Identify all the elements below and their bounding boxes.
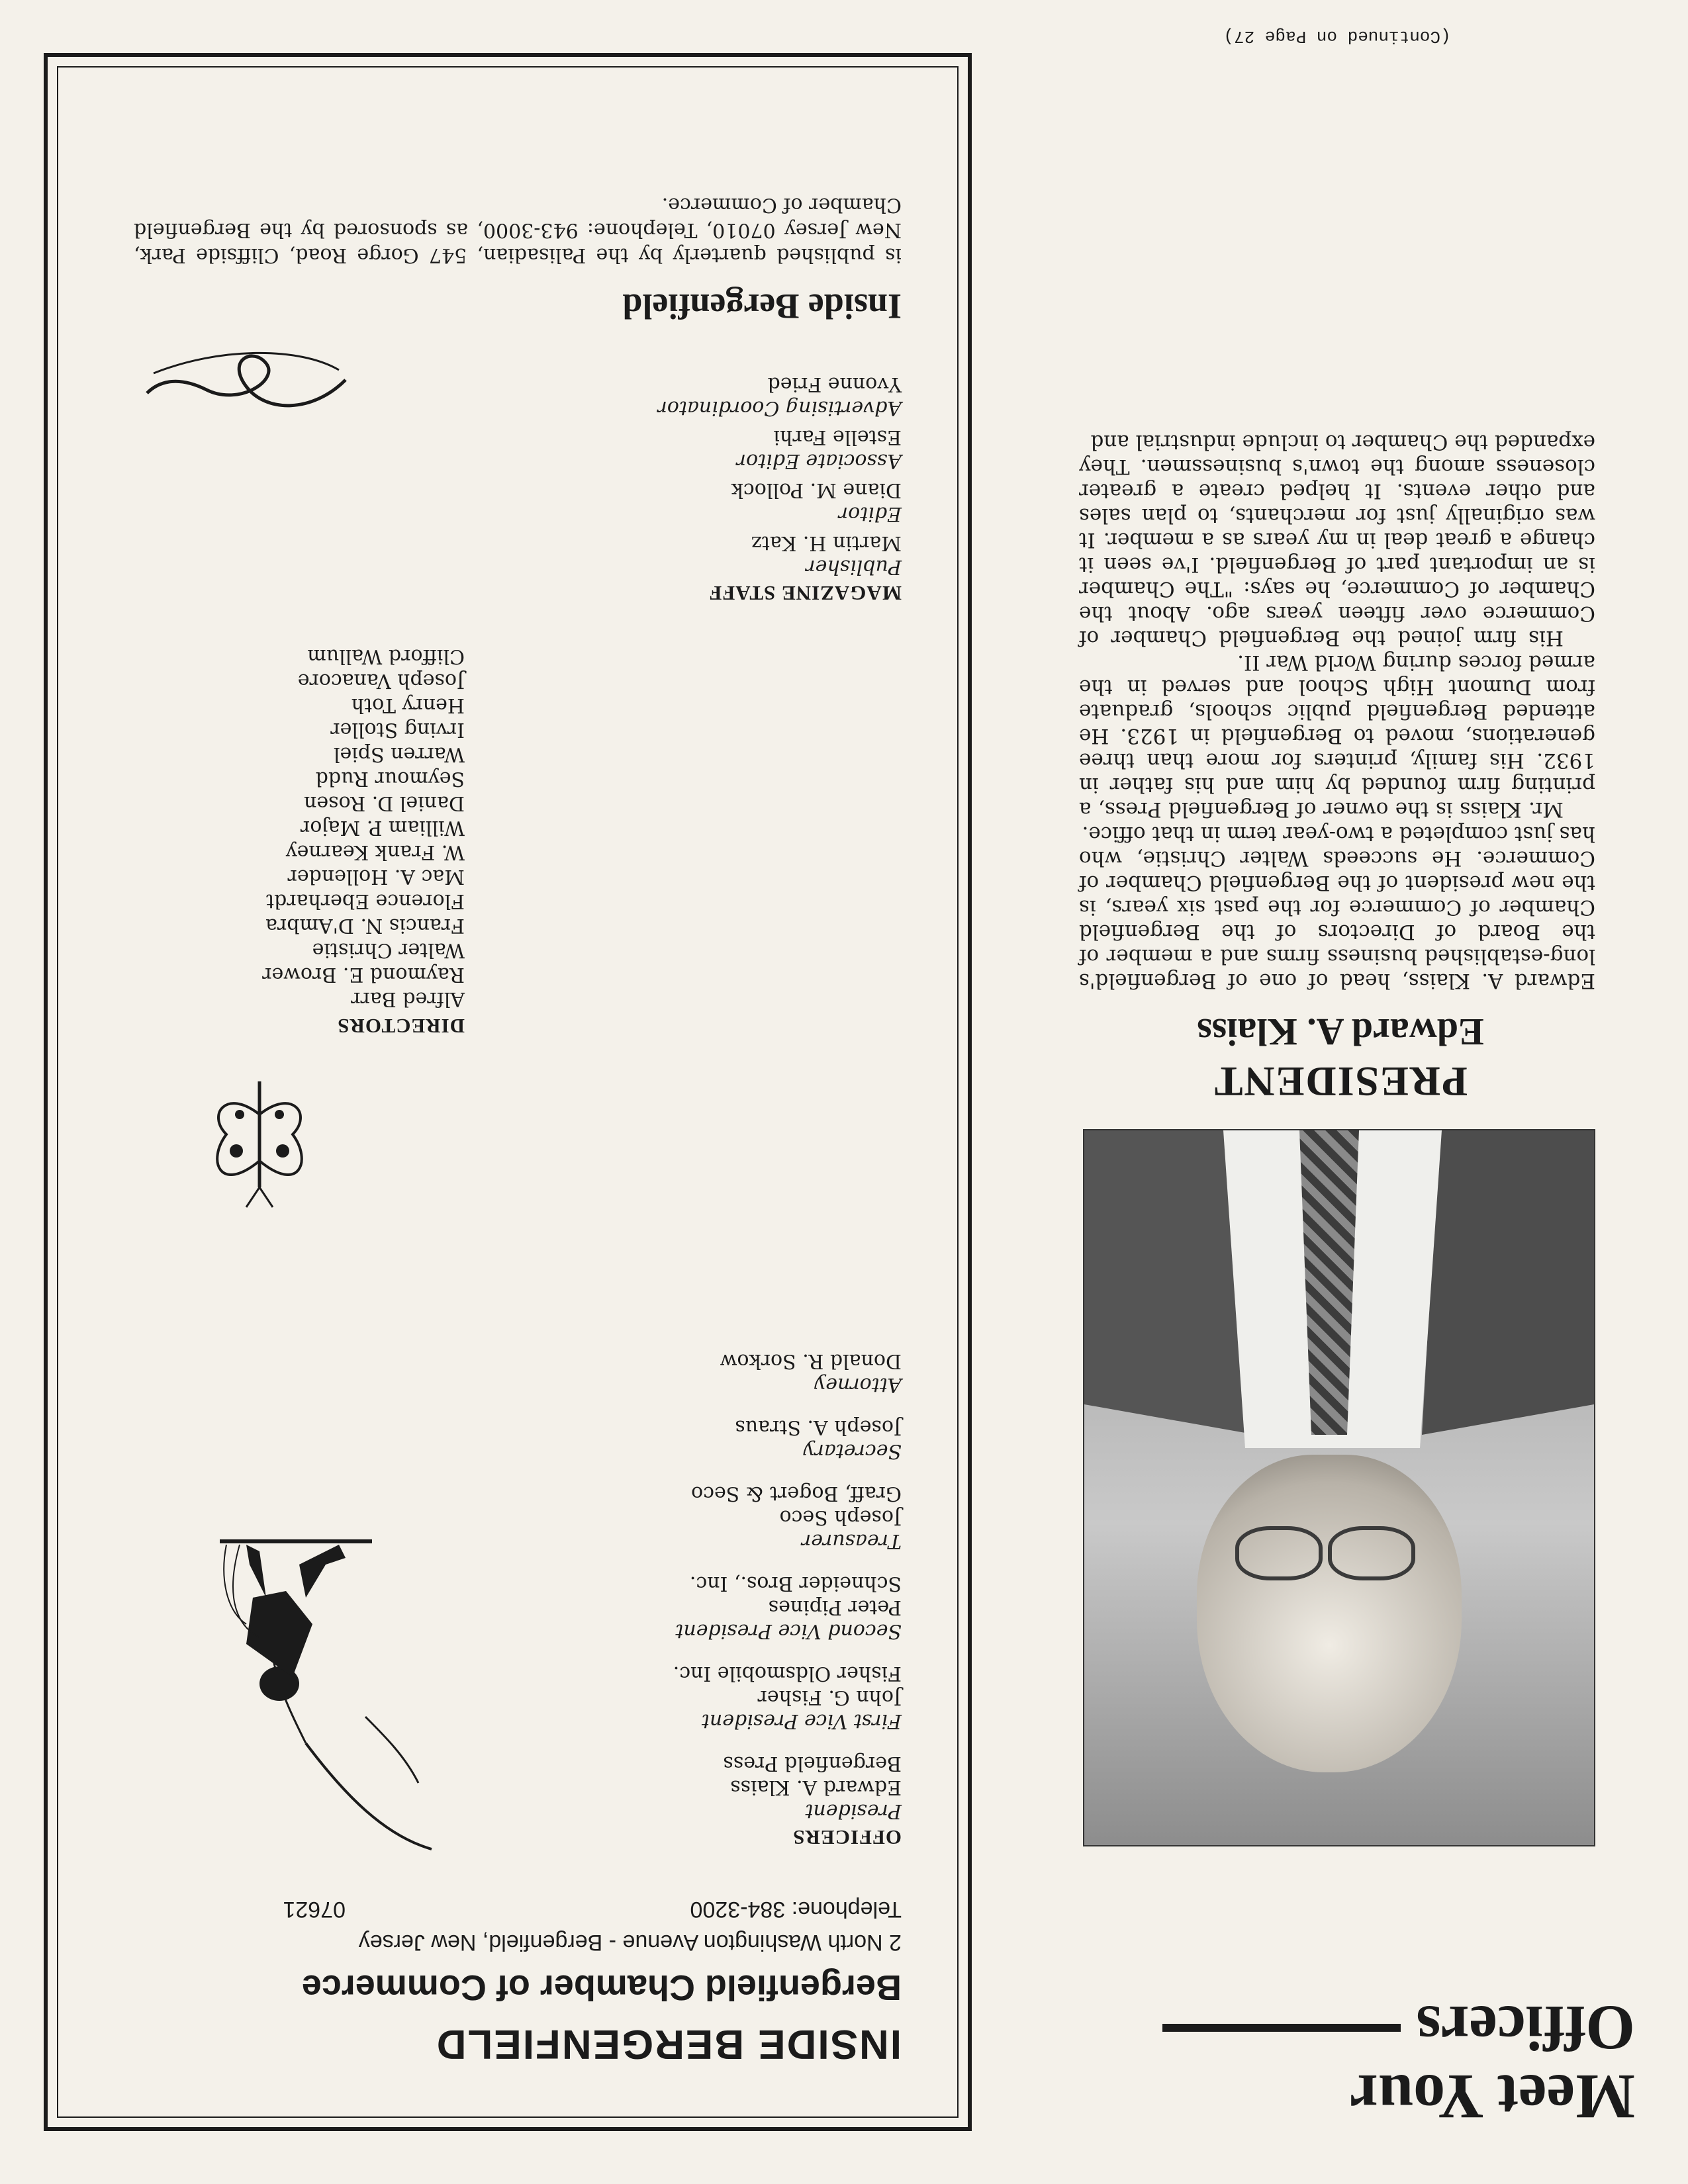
director-name: Joseph Vanacore bbox=[297, 669, 465, 692]
officer-role: Treasurer bbox=[801, 1529, 902, 1553]
director-name: Florence Eberhardt bbox=[266, 889, 465, 913]
masthead-address: 2 North Washington Avenue - Bergenfield, New Jersey bbox=[358, 1930, 902, 1955]
magazine-staff-list bbox=[478, 367, 902, 605]
staff-role: Editor bbox=[838, 502, 902, 525]
photo-face bbox=[1197, 1455, 1462, 1772]
flourish-icon bbox=[140, 340, 352, 426]
meet-officers-column bbox=[1079, 26, 1635, 2132]
directors-list bbox=[107, 644, 465, 1038]
officer-name: Joseph Seco bbox=[779, 1506, 902, 1529]
officer-company: Fisher Oldsmobile Inc. bbox=[673, 1662, 902, 1685]
staff-role: Associate Editor bbox=[736, 449, 902, 473]
officer-name: Edward A. Klaiss bbox=[730, 1776, 902, 1799]
director-name: Warren Spiel bbox=[333, 743, 465, 766]
officer-entry bbox=[478, 1415, 902, 1463]
staff-name: Estelle Farhi bbox=[773, 426, 902, 449]
staff-name: Yvonne Fried bbox=[767, 373, 902, 396]
director-name: Francis N. D'Ambra bbox=[265, 914, 465, 937]
officer-name: Peter Pipines bbox=[768, 1596, 902, 1619]
officers-list bbox=[478, 1330, 902, 1849]
officer-entry bbox=[478, 1571, 902, 1643]
staff-role: Publisher bbox=[806, 555, 902, 578]
officers-heading: OFFICERS bbox=[792, 1826, 902, 1849]
officer-role: Attorney bbox=[814, 1373, 902, 1396]
staff-entry bbox=[478, 531, 902, 578]
staff-name: Martin H. Katz bbox=[751, 531, 902, 555]
publication-statement: is published quarterly by the Palisadian, 547 Gorge Road, Cliffside Park, New Jersey 07010, Telephone: 943-3000, as sponsored by the Bergenfield Chamber of Commerce. bbox=[134, 193, 902, 267]
masthead-org: Bergenfield Chamber of Commerce bbox=[301, 1968, 902, 2007]
staff-entry bbox=[478, 372, 902, 420]
masthead-title: INSIDE BERGENFIELD bbox=[435, 2021, 902, 2067]
officer-role: Secretary bbox=[803, 1439, 902, 1463]
directors-names bbox=[107, 644, 465, 1011]
officer-company: Graff, Bogert & Seco bbox=[691, 1482, 902, 1505]
director-name: Henry Toth bbox=[351, 694, 465, 717]
photo-glasses-right bbox=[1235, 1526, 1323, 1580]
officer-name: John G. Fisher bbox=[757, 1686, 902, 1709]
president-name: Edward A. Klaiss bbox=[1197, 1011, 1484, 1054]
director-name: Seymour Rudd bbox=[315, 767, 465, 790]
staff-entry bbox=[478, 425, 902, 473]
directors-heading: DIRECTORS bbox=[337, 1015, 465, 1038]
president-article bbox=[1079, 430, 1595, 993]
officer-name: Donald R. Sorkow bbox=[720, 1349, 902, 1373]
officer-entry bbox=[478, 1481, 902, 1553]
continued-note: (Continued on Page 27) bbox=[1223, 26, 1451, 46]
article-paragraph-3: His firm joined the Bergenfield Chamber of Commerce over fifteen years ago. About the Chamber of Commerce, he says: "The Chamber is an important part of Bergenfield. I've seen it change a great deal in my years as a member. It was originally just for merchants, to plan sales and other events. It helped create a greater closeness among the town's businessmen. They expanded the Chamber to include industrial and bbox=[1079, 430, 1595, 650]
meet-title-line1: Meet Your bbox=[1350, 2062, 1635, 2132]
masthead-box bbox=[44, 53, 972, 2131]
director-name: Irving Stoller bbox=[330, 718, 465, 741]
masthead-zip: 07621 bbox=[283, 1897, 346, 1922]
president-heading bbox=[1086, 1010, 1595, 1105]
photo-glasses-left bbox=[1328, 1526, 1415, 1580]
president-portrait-photo bbox=[1083, 1129, 1595, 1846]
director-name: W. Frank Kearney bbox=[285, 841, 465, 864]
meet-title-line2 bbox=[1092, 1993, 1635, 2062]
article-paragraph-2: Mr. Klaiss is the owner of Bergenfield Press, a printing firm founded by him and his father in 1932. His family, printers for more than three generations, moved to Bergenfield in 1923. He attended Bergenfield public schools, graduate from Dumont High School and served in the armed forces during World War II. bbox=[1079, 651, 1595, 821]
publication-title: Inside Bergenfield bbox=[622, 287, 902, 326]
article-paragraph-1: Edward A. Klaiss, head of one of Bergenfield's long-established business firms and a member of the Board of Directors of the Bergenfield Chamber of Commerce for the past six years, is the new president of the Bergenfield Chamber of Commerce. He succeeds Walter Christie, who has just completed a two-year term in that office. bbox=[1079, 822, 1595, 993]
director-name: Raymond E. Brower bbox=[262, 963, 465, 986]
officer-role: Second Vice President bbox=[675, 1619, 902, 1643]
officer-entry bbox=[478, 1751, 902, 1823]
president-title: PRESIDENT bbox=[1213, 1058, 1468, 1105]
photo-jacket-left bbox=[1422, 1130, 1594, 1435]
director-name: Mac A. Hollender bbox=[287, 865, 465, 888]
meet-title-line2-text: Officers bbox=[1416, 1993, 1635, 2064]
masthead-telephone: Telephone: 384-3200 bbox=[690, 1897, 902, 1922]
director-name: Alfred Barr bbox=[351, 987, 465, 1011]
officer-company: Schneider Bros., Inc. bbox=[689, 1572, 902, 1595]
director-name: William P. Major bbox=[300, 816, 465, 839]
officer-entry bbox=[478, 1661, 902, 1733]
staff-name: Diane M. Pollock bbox=[731, 478, 902, 502]
officer-entry bbox=[478, 1349, 902, 1396]
officer-role: President bbox=[805, 1799, 902, 1823]
butterfly-icon bbox=[200, 1055, 319, 1214]
staff-heading: MAGAZINE STAFF bbox=[708, 582, 902, 605]
director-name: Clifford Wallum bbox=[307, 645, 465, 668]
director-name: Daniel D. Rosen bbox=[304, 792, 465, 815]
staff-role: Advertising Coordinator bbox=[657, 396, 902, 420]
director-name: Walter Christie bbox=[312, 938, 465, 962]
officer-role: First Vice President bbox=[701, 1709, 902, 1733]
fisherman-silhouette-icon bbox=[207, 1518, 445, 1876]
officer-name: Joseph A. Straus bbox=[735, 1416, 902, 1439]
staff-entry bbox=[478, 478, 902, 525]
officer-company: Bergenfield Press bbox=[723, 1752, 902, 1775]
title-rule bbox=[1162, 2024, 1401, 2032]
